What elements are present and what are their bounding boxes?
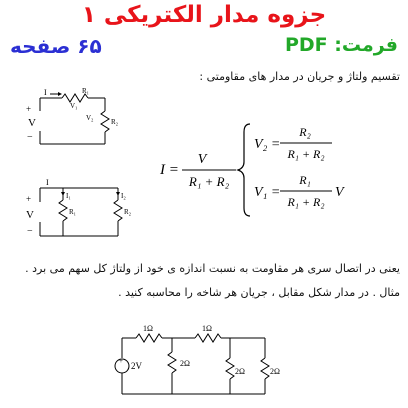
formula-i-num: V <box>197 152 207 167</box>
c2-r1-label: R₁ <box>69 208 77 216</box>
c3-r-top2: 1Ω <box>202 324 212 333</box>
c2-i2-label: I₂ <box>121 192 126 200</box>
formula-v2-den: R₁ + R₂ <box>287 147 325 161</box>
example-circuit-diagram <box>110 322 290 402</box>
c2-plus: + <box>26 194 32 204</box>
page-count: ۶۵ صفحه <box>10 34 102 58</box>
c3-r-b: 2Ω <box>235 367 245 376</box>
formula-i-lhs: I = <box>160 162 179 178</box>
formula-v1-num: R₁ <box>299 173 311 187</box>
formula-i-den: R₁ + R₂ <box>188 174 230 189</box>
intro-text: تقسیم ولتاژ و جریان در مدار های مقاومتی : <box>199 70 400 83</box>
c2-source-label: V <box>26 209 34 221</box>
formula-v1-tail: V <box>335 185 344 200</box>
series-note: یعنی در اتصال سری هر مقاومت به نسبت اندازه ی خود از ولتاژ کل سهم می برد . <box>25 262 400 275</box>
formula-v2-lhs: V₂ = <box>254 137 281 152</box>
c2-i1-label: I₁ <box>66 192 71 200</box>
c1-source-label: V <box>28 117 36 129</box>
document-title: جزوه مدار الکتریکی ۱ <box>81 2 327 28</box>
formula-v1-lhs: V₁ = <box>254 185 281 200</box>
formula-v2-num: R₂ <box>299 125 311 139</box>
c2-current-label: I <box>46 178 49 187</box>
c1-r1-label: R₁ <box>82 87 90 95</box>
divider-formulas <box>150 118 360 218</box>
c3-r-c: 2Ω <box>270 367 280 376</box>
c3-source-label: 2V <box>131 361 142 371</box>
c2-minus: − <box>27 226 33 237</box>
c2-r2-label: R₂ <box>124 208 132 216</box>
c3-source-plus: + <box>119 357 123 365</box>
c1-current-label: I <box>44 88 47 97</box>
c1-v2-label: V₂ <box>86 114 94 122</box>
c1-plus: + <box>26 104 32 114</box>
format-label: فرمت: PDF <box>284 34 398 56</box>
c1-v1-label: V₁ <box>70 102 78 110</box>
c3-r-a: 2Ω <box>180 359 190 368</box>
parallel-circuit-diagram <box>18 176 143 248</box>
c1-minus: − <box>27 132 33 143</box>
c1-r2-label: R₂ <box>111 118 119 126</box>
series-circuit-diagram <box>20 86 140 156</box>
formula-v1-den: R₁ + R₂ <box>287 195 325 209</box>
c3-r-top1: 1Ω <box>143 324 153 333</box>
example-prompt: مثال . در مدار شکل مقابل ، جریان هر شاخه را محاسبه کنید . <box>118 286 400 299</box>
